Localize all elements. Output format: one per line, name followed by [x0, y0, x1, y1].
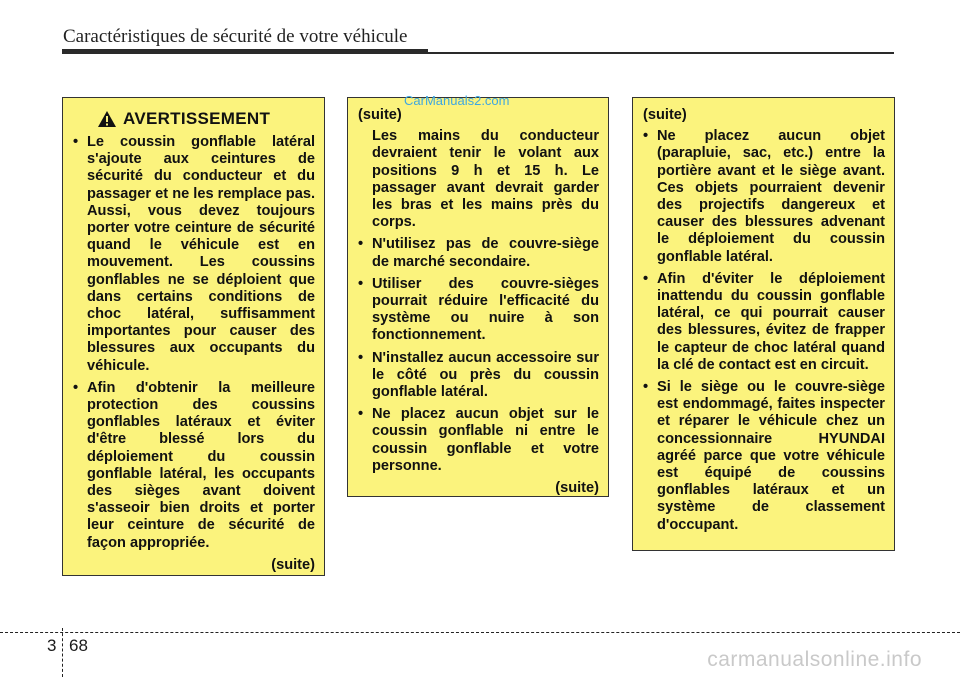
- warning-header: [97, 110, 315, 128]
- list-item-text: N'installez aucun accessoire sur le côté ou près du coussin gonflable latéral.: [372, 349, 599, 401]
- continued-from-label: (suite): [643, 107, 687, 123]
- bullet: •: [358, 406, 364, 423]
- list-item: [73, 134, 315, 375]
- list-item: [643, 128, 885, 266]
- footer-divider: [62, 628, 63, 677]
- list-item-text: Le coussin gonflable latéral s'ajoute aux ceintures de sécurité du conducteur et du passager et ne les remplace pas. Aussi, vous devez toujours porter votre ceinture de sécurité quand le véhicule est en mouvement. Les coussins gonflables ne se déploient que dans certains conditions de choc latéral, suffisamment importantes pour causer des blessures aux occupants du véhicule.: [87, 134, 315, 374]
- warning-heading: AVERTISSEMENT: [123, 109, 271, 129]
- warning-triangle-icon: [97, 110, 117, 128]
- page-header-title: Caractéristiques de sécurité de votre véhicule: [63, 26, 408, 47]
- bullet: •: [643, 128, 649, 145]
- list-item-text: Si le siège ou le couvre-siège est endommagé, faites inspecter et réparer le véhicule chez un concessionnaire HYUNDAI agréé parce que votre véhicule est équipé de coussins gonflables latéraux et un système de classement d'occupant.: [657, 379, 885, 533]
- list-item: [358, 236, 599, 270]
- watermark-bottom[interactable]: carmanualsonline.info: [707, 648, 922, 671]
- bullet: •: [643, 270, 649, 287]
- list-item: [73, 380, 315, 552]
- list-item-text: Afin d'obtenir la meilleure protection des coussins gonflables latéraux et éviter d'être blessé lors du déploiement du coussin gonflable latéral, les occupants des sièges avant doivent s'asseoir bien droits et porter leur ceinture de sécurité de façon appropriée.: [87, 379, 315, 551]
- list-item: [643, 379, 885, 534]
- warning-box-middle: [347, 97, 609, 497]
- continued-from-label: (suite): [358, 107, 402, 123]
- list-item-text: N'utilisez pas de couvre-siège de marché secondaire.: [372, 236, 599, 270]
- list-item-text: Utiliser des couvre-sièges pourrait réduire l'efficacité du système ou nuire à son fonctionnement.: [372, 275, 599, 344]
- list-item: [358, 350, 599, 402]
- list-item: [358, 406, 599, 475]
- list-item-text: Ne placez aucun objet (parapluie, sac, etc.) entre la portière avant et le siège avant. Ces objets pourraient devenir des projectifs dangereux et causer des blessures advenant le déploiement du coussin gonflable latéral.: [657, 128, 885, 265]
- continued-label: (suite): [555, 480, 599, 497]
- warning-box-right: [632, 97, 895, 551]
- list-item: [358, 276, 599, 345]
- list-item: [643, 271, 885, 374]
- continued-paragraph: Les mains du conducteur devraient tenir le volant aux positions 9 h et 15 h. Le passager avant devrait garder les bras et les mains près du corps.: [372, 128, 599, 231]
- bullet: •: [643, 379, 649, 396]
- bullet: •: [358, 349, 364, 366]
- warning-box-left: [62, 97, 325, 576]
- footer-rule: [0, 632, 960, 633]
- list-item-text: Ne placez aucun objet sur le coussin gonflable ni entre le coussin gonflable et votre personne.: [372, 406, 599, 474]
- list-item-text: Afin d'éviter le déploiement inattendu du coussin gonflable latéral, ce qui pourrait causer des blessures, évitez de frapper le capteur de choc latéral quand la clé de contact est en circuit.: [657, 270, 885, 373]
- bullet: •: [358, 275, 364, 292]
- watermark-top[interactable]: CarManuals2.com: [404, 93, 510, 108]
- bullet: •: [358, 236, 364, 253]
- page-number: 68: [69, 636, 88, 655]
- bullet: •: [73, 134, 79, 150]
- chapter-number: 3: [47, 636, 57, 655]
- continued-label: (suite): [271, 556, 315, 573]
- header-rule-thin: [62, 52, 894, 54]
- bullet: •: [73, 379, 79, 396]
